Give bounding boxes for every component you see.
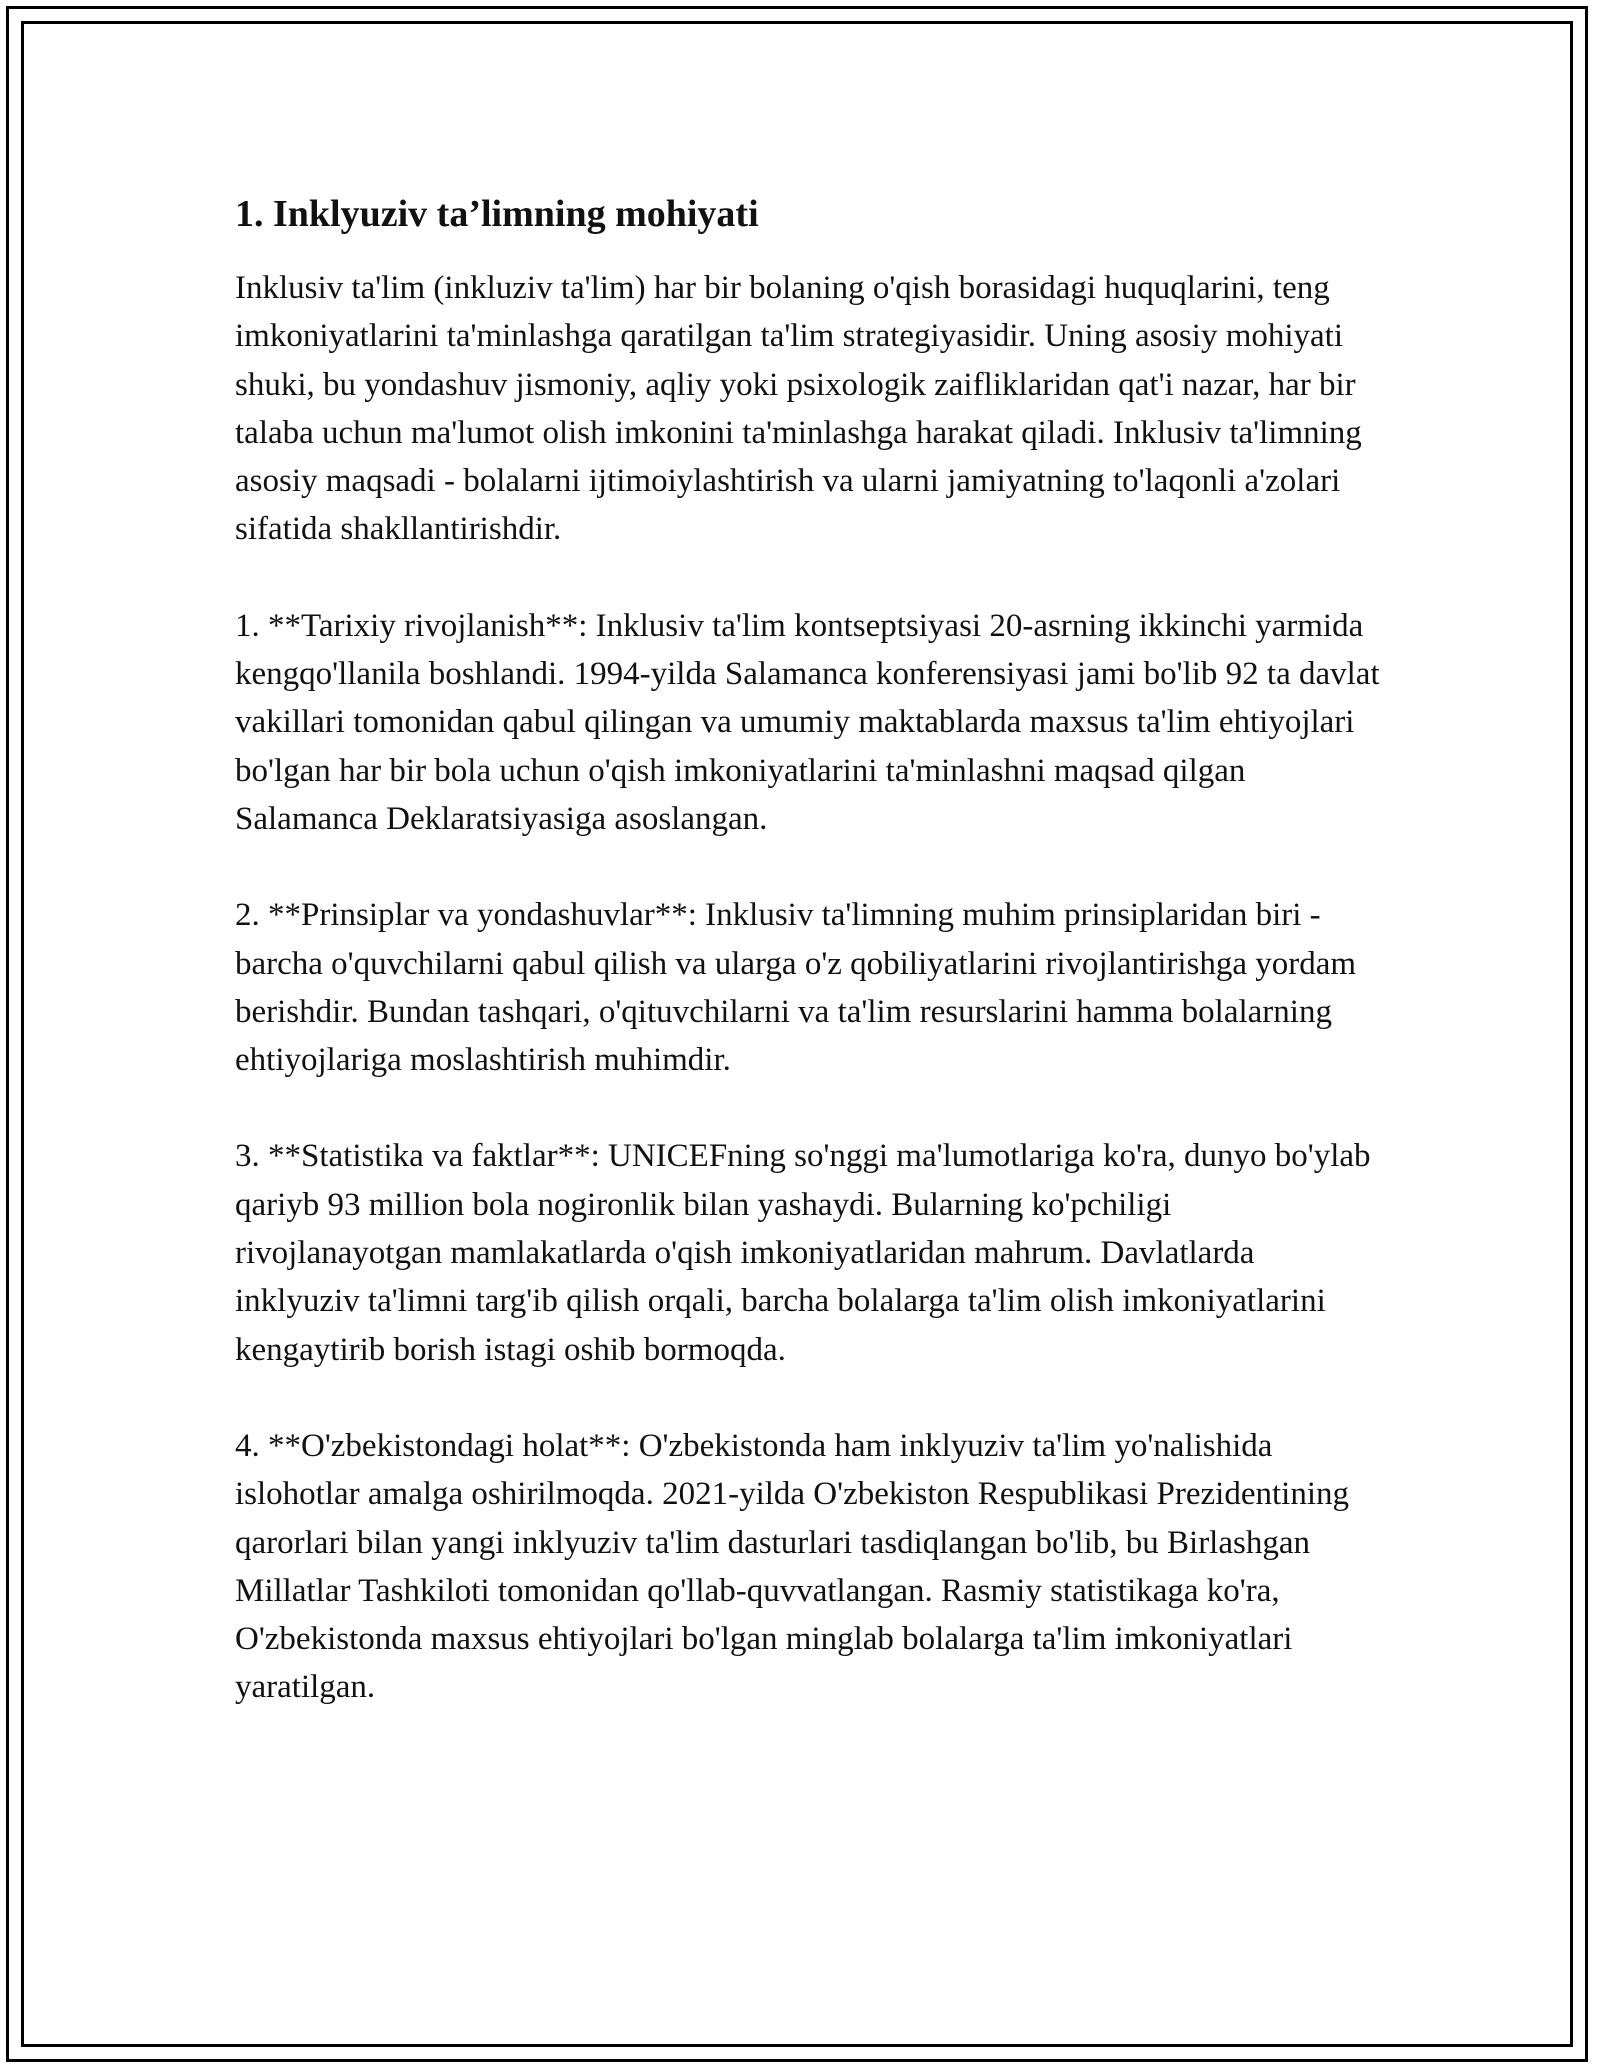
section-heading: 1. Inklyuziv ta’limning mohiyati — [235, 193, 759, 235]
intro-paragraph: Inklusiv ta'lim (inkluziv ta'lim) har bir bolaning o'qish borasidagi huquqlarini, teng imkoniyatlarini ta'minlashga qaratilgan ta'lim strategiyasidir. Uning asosiy mohiyati shuki, bu yondashuv jismoniy, aqliy yoki psixologik zaifliklaridan qat'i nazar, har bir talaba uchun ma'lumot olish imkonini ta'minlashga harakat qiladi. Inklusiv ta'limning asosiy maqsadi - bolalarni ijtimoiylashtirish va ularni jamiyatning to'laqonli a'zolari sifatida shakllantirishdir. — [235, 270, 1362, 548]
principles-paragraph: 2. **Prinsiplar va yondashuvlar**: Inklusiv ta'limning muhim prinsiplaridan biri - barcha o'quvchilarni qabul qilish va ularga o'z qobiliyatlarini rivojlantirishga yordam berishdir. Bundan tashqari, o'qituvchilarni va ta'lim resurslarini hamma bolalarning ehtiyojlariga moslashtirish muhimdir. — [235, 897, 1357, 1079]
history-paragraph: 1. **Tarixiy rivojlanish**: Inklusiv ta'lim kontseptsiyasi 20-asrning ikkinchi yarmida kengqo'llanila boshlandi. 1994-yilda Salamanca konferensiyasi jami bo'lib 92 ta davlat vakillari tomonidan qabul qilingan va umumiy maktablarda maxsus ta'lim ehtiyojlari bo'lgan har bir bola uchun o'qish imkoniyatlarini ta'minlashni maqsad qilgan Salamanca Deklaratsiyasiga asoslangan. — [235, 607, 1380, 837]
document-body — [235, 186, 1380, 1760]
statistics-paragraph: 3. **Statistika va faktlar**: UNICEFning so'nggi ma'lumotlariga ko'ra, dunyo bo'ylab qariyb 93 million bola nogironlik bilan yashaydi. Bularning ko'pchiligi rivojlanayotgan mamlakatlarda o'qish imkoniyatlaridan mahrum. Davlatlarda inklyuziv ta'limni targ'ib qilish orqali, barcha bolalarga ta'lim olish imkoniyatlarini kengaytirib borish istagi oshib bormoqda. — [235, 1138, 1371, 1368]
uzbekistan-paragraph: 4. **O'zbekistondagi holat**: O'zbekistonda ham inklyuziv ta'lim yo'nalishida islohotlar amalga oshirilmoqda. 2021-yilda O'zbekiston Respublikasi Prezidentining qarorlari bilan yangi inklyuziv ta'lim dasturlari tasdiqlangan bo'lib, bu Birlashgan Millatlar Tashkiloti tomonidan qo'llab-quvvatlangan. Rasmiy statistikaga ko'ra, O'zbekistonda maxsus ehtiyojlari bo'lgan minglab bolalarga ta'lim imkoniyatlari yaratilgan. — [235, 1427, 1350, 1706]
